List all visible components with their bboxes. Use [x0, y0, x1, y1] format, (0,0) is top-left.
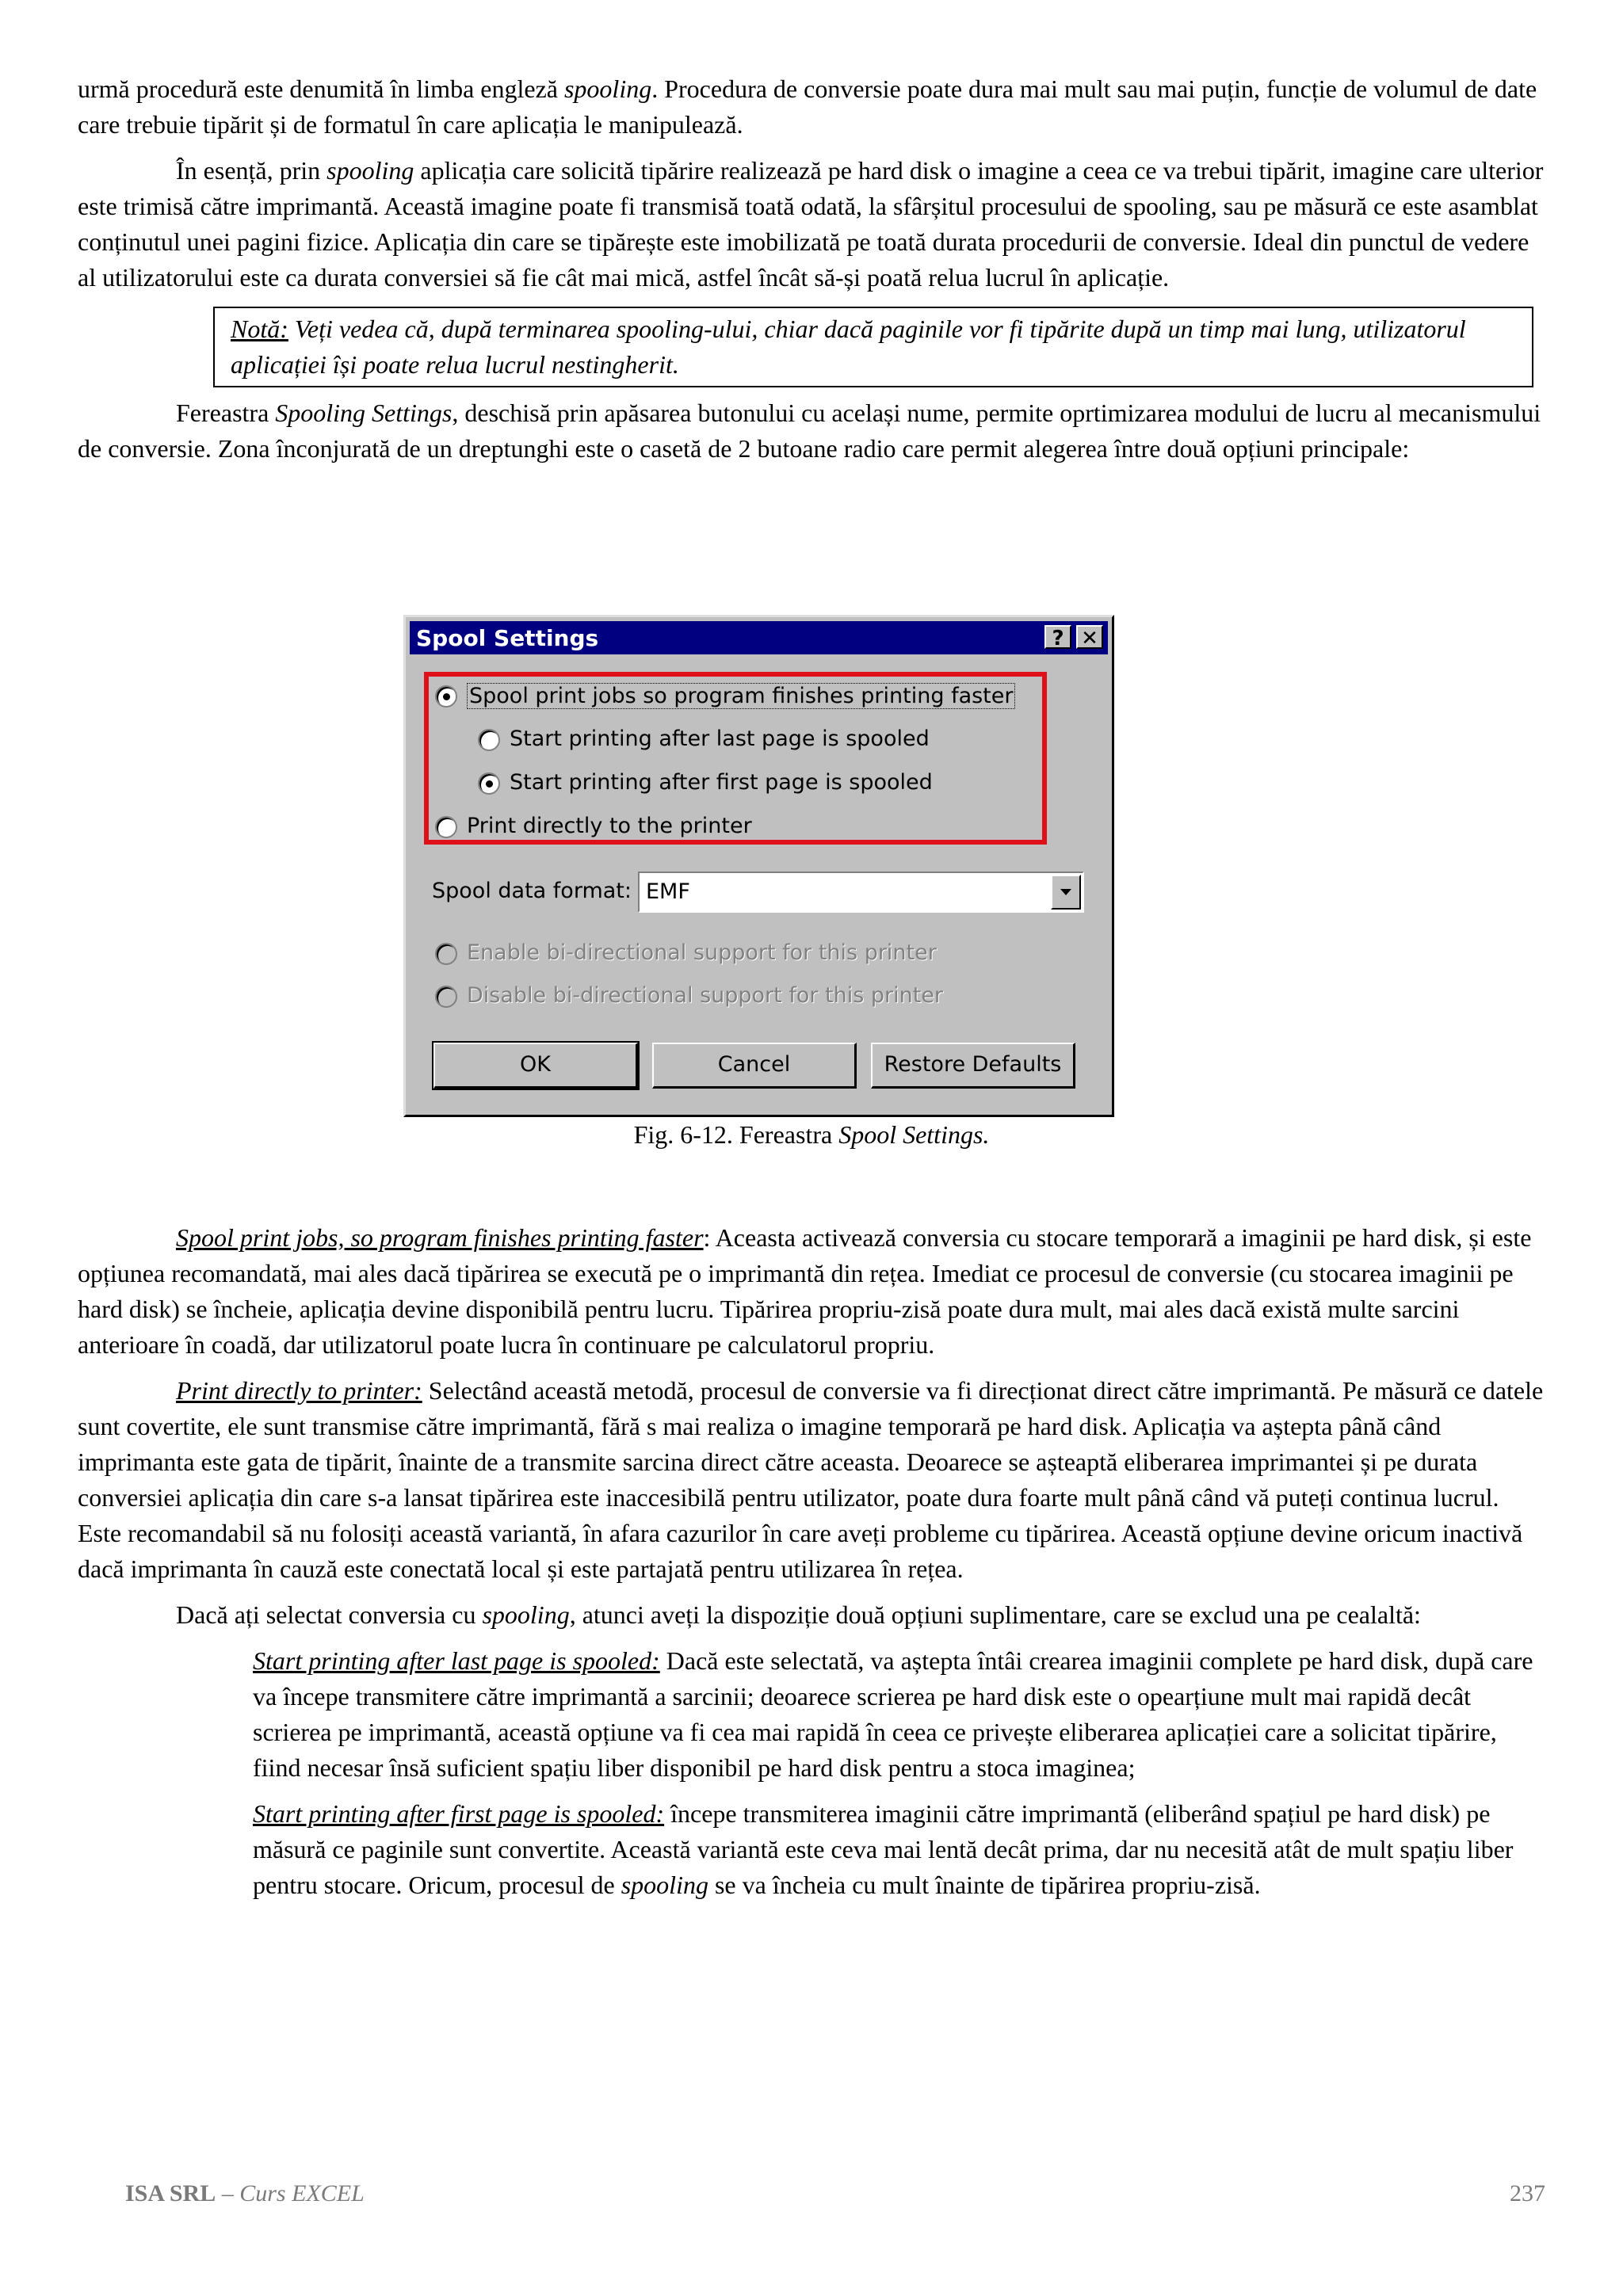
paragraph: Print directly to printer: Selectând această metodă, procesul de conversie va fi direcționat direct către imprimantă. Pe măsură ce datele sunt covertite, ele sunt transmise către imprimantă, fără s mai realiza o imagine temporară pe hard disk. Aplicația va aștepta până când imprimanta este gata de tipărit, înainte de a transmite sarcina direct către aceasta. Deoarece se așteaptă eliberarea imprimantei și pe durata conversiei aplicația din care s-a lansat tipărirea este inaccesibilă pentru utilizator, poate dura foarte mult până când vă puteți continua lucrul. Este recomandabil să nu folosiți această variantă, în afara cazurilor în care aveți probleme cu tipărirea. Această opțiune devine oricum inactivă dacă imprimanta în cauză este conectată local și este partajată pentru utilizarea în rețea.: [78, 1376, 1544, 1583]
disable-bidi-label: Disable bi-directional support for this printer: [467, 983, 944, 1008]
after-first-page-label[interactable]: Start printing after first page is spooled: [510, 770, 933, 795]
paragraph: urmă procedură este denumită în limba engleză spooling. Procedura de conversie poate dura mai mult sau mai puțin, funcție de volumul de date care trebuie tipărit și de formatul în care aplicația le manipulează.: [78, 74, 1537, 139]
spool-settings-figure: [403, 615, 1114, 1117]
radio-dot: [443, 693, 450, 700]
title-bar: [410, 621, 1108, 654]
paragraph: Start printing after first page is spooled: începe transmiterea imaginii către imprimantă (eliberând spațiul pe hard disk) pe măsură ce paginile sunt convertite. Această variantă este ceva mai lentă decât prima, dar nu necesită atât de mult spațiu liber pentru stocare. Oricum, procesul de spooling se va încheia cu mult înainte de tipărirea propriu-zisă.: [253, 1799, 1514, 1899]
dialog-title: Spool Settings: [416, 625, 599, 651]
dropdown-arrow-button[interactable]: [1051, 875, 1081, 910]
body-text-top: [78, 71, 1545, 467]
footer-title: ISA SRL – Curs EXCEL: [125, 2180, 365, 2206]
print-direct-radio[interactable]: [435, 816, 457, 838]
close-button[interactable]: ✕: [1076, 625, 1103, 649]
after-last-page-radio[interactable]: [478, 729, 500, 751]
radio-dot: [486, 780, 493, 788]
paragraph: În esență, prin spooling aplicația care solicită tipărire realizează pe hard disk o imagine a ceea ce va trebui tipărit, imagine care ulterior este trimisă către imprimantă. Această imagine poate fi transmisă toată odată, la sfârșitul procesului de spooling, sau pe măsură ce este asamblat conținutul unei pagini fizice. Aplicația din care se tipărește este imobilizată pe toată durata procedurii de conversie. Ideal din punctul de vedere al utilizatorului este ca durata conversiei să fie cât mai mică, astfel încât să-și poată relua lucrul în aplicație.: [78, 156, 1544, 292]
print-direct-label[interactable]: Print directly to the printer: [467, 814, 752, 838]
spool-radio-label[interactable]: Spool print jobs so program finishes printing faster: [467, 683, 1015, 709]
enable-bidi-label: Enable bi-directional support for this printer: [467, 940, 937, 965]
paragraph: Fereastra Spooling Settings, deschisă prin apăsarea butonului cu același nume, permite oprtimizarea modului de lucru al mecanismului de conversie. Zona înconjurată de un dreptunghi este o casetă de 2 butoane radio care permit alegerea între două opțiuni principale:: [78, 399, 1541, 463]
spool-settings-dialog: [403, 615, 1114, 1117]
note-box: Notă: Veți vedea că, după terminarea spooling-ului, chiar dacă paginile vor fi tipărite după un timp mai lung, utilizatorul aplicației își poate relua lucrul nestingherit.: [213, 307, 1533, 387]
spool-format-label: Spool data format:: [432, 879, 632, 903]
figure-caption: Fig. 6-12. Fereastra Spool Settings.: [633, 1120, 990, 1149]
chevron-down-icon: [1052, 876, 1079, 908]
paragraph: Spool print jobs, so program finishes printing faster: Aceasta activează conversia cu stocare temporară a imaginii pe hard disk, și este opțiunea recomandată, mai ales dacă tipărirea se execută pe o imprimantă din rețea. Imediat ce procesul de conversie (cu stocarea imaginii pe hard disk) se încheie, aplicația devine disponibilă pentru lucru. Tipărirea propriu-zisă poate dura mult, mai ales dacă există multe sarcini anterioare în coadă, dar utilizatorul poate lucra în continuare pe calculatorul propriu.: [78, 1223, 1532, 1359]
ok-button[interactable]: OK: [433, 1043, 638, 1089]
restore-defaults-button[interactable]: Restore Defaults: [871, 1043, 1075, 1089]
after-last-page-label[interactable]: Start printing after last page is spooled: [510, 727, 930, 751]
disable-bidi-radio[interactable]: [435, 986, 457, 1008]
after-first-page-radio[interactable]: [478, 772, 500, 795]
paragraph: Start printing after last page is spooled: Dacă este selectată, va aștepta întâi crearea imaginii complete pe hard disk, după care va începe transmitere către imprimantă a sarcinii; deoarece scrierea pe hard disk este o opearțiune mult mai rapidă decât scrierea pe imprimantă, această opțiune va fi cea mai rapidă în ceea ce privește eliberarea aplicației care a solicitat tipărire, fiind necesar însă suficient spațiu liber disponibil pe hard disk pentru a stoca imaginea;: [253, 1646, 1533, 1782]
body-text-lower: [78, 1220, 1545, 1903]
paragraph: Dacă ați selectat conversia cu spooling, atunci aveți la dispoziție două opțiuni suplimentare, care se exclud una pe cealaltă:: [176, 1600, 1421, 1629]
help-button[interactable]: ?: [1044, 625, 1071, 649]
spool-radio[interactable]: [435, 685, 457, 707]
cancel-button[interactable]: Cancel: [652, 1043, 857, 1089]
spool-format-select[interactable]: [638, 871, 1084, 913]
enable-bidi-radio[interactable]: [435, 943, 457, 965]
spool-format-value: EMF: [646, 879, 690, 904]
page-number: 237: [1510, 2180, 1545, 2206]
